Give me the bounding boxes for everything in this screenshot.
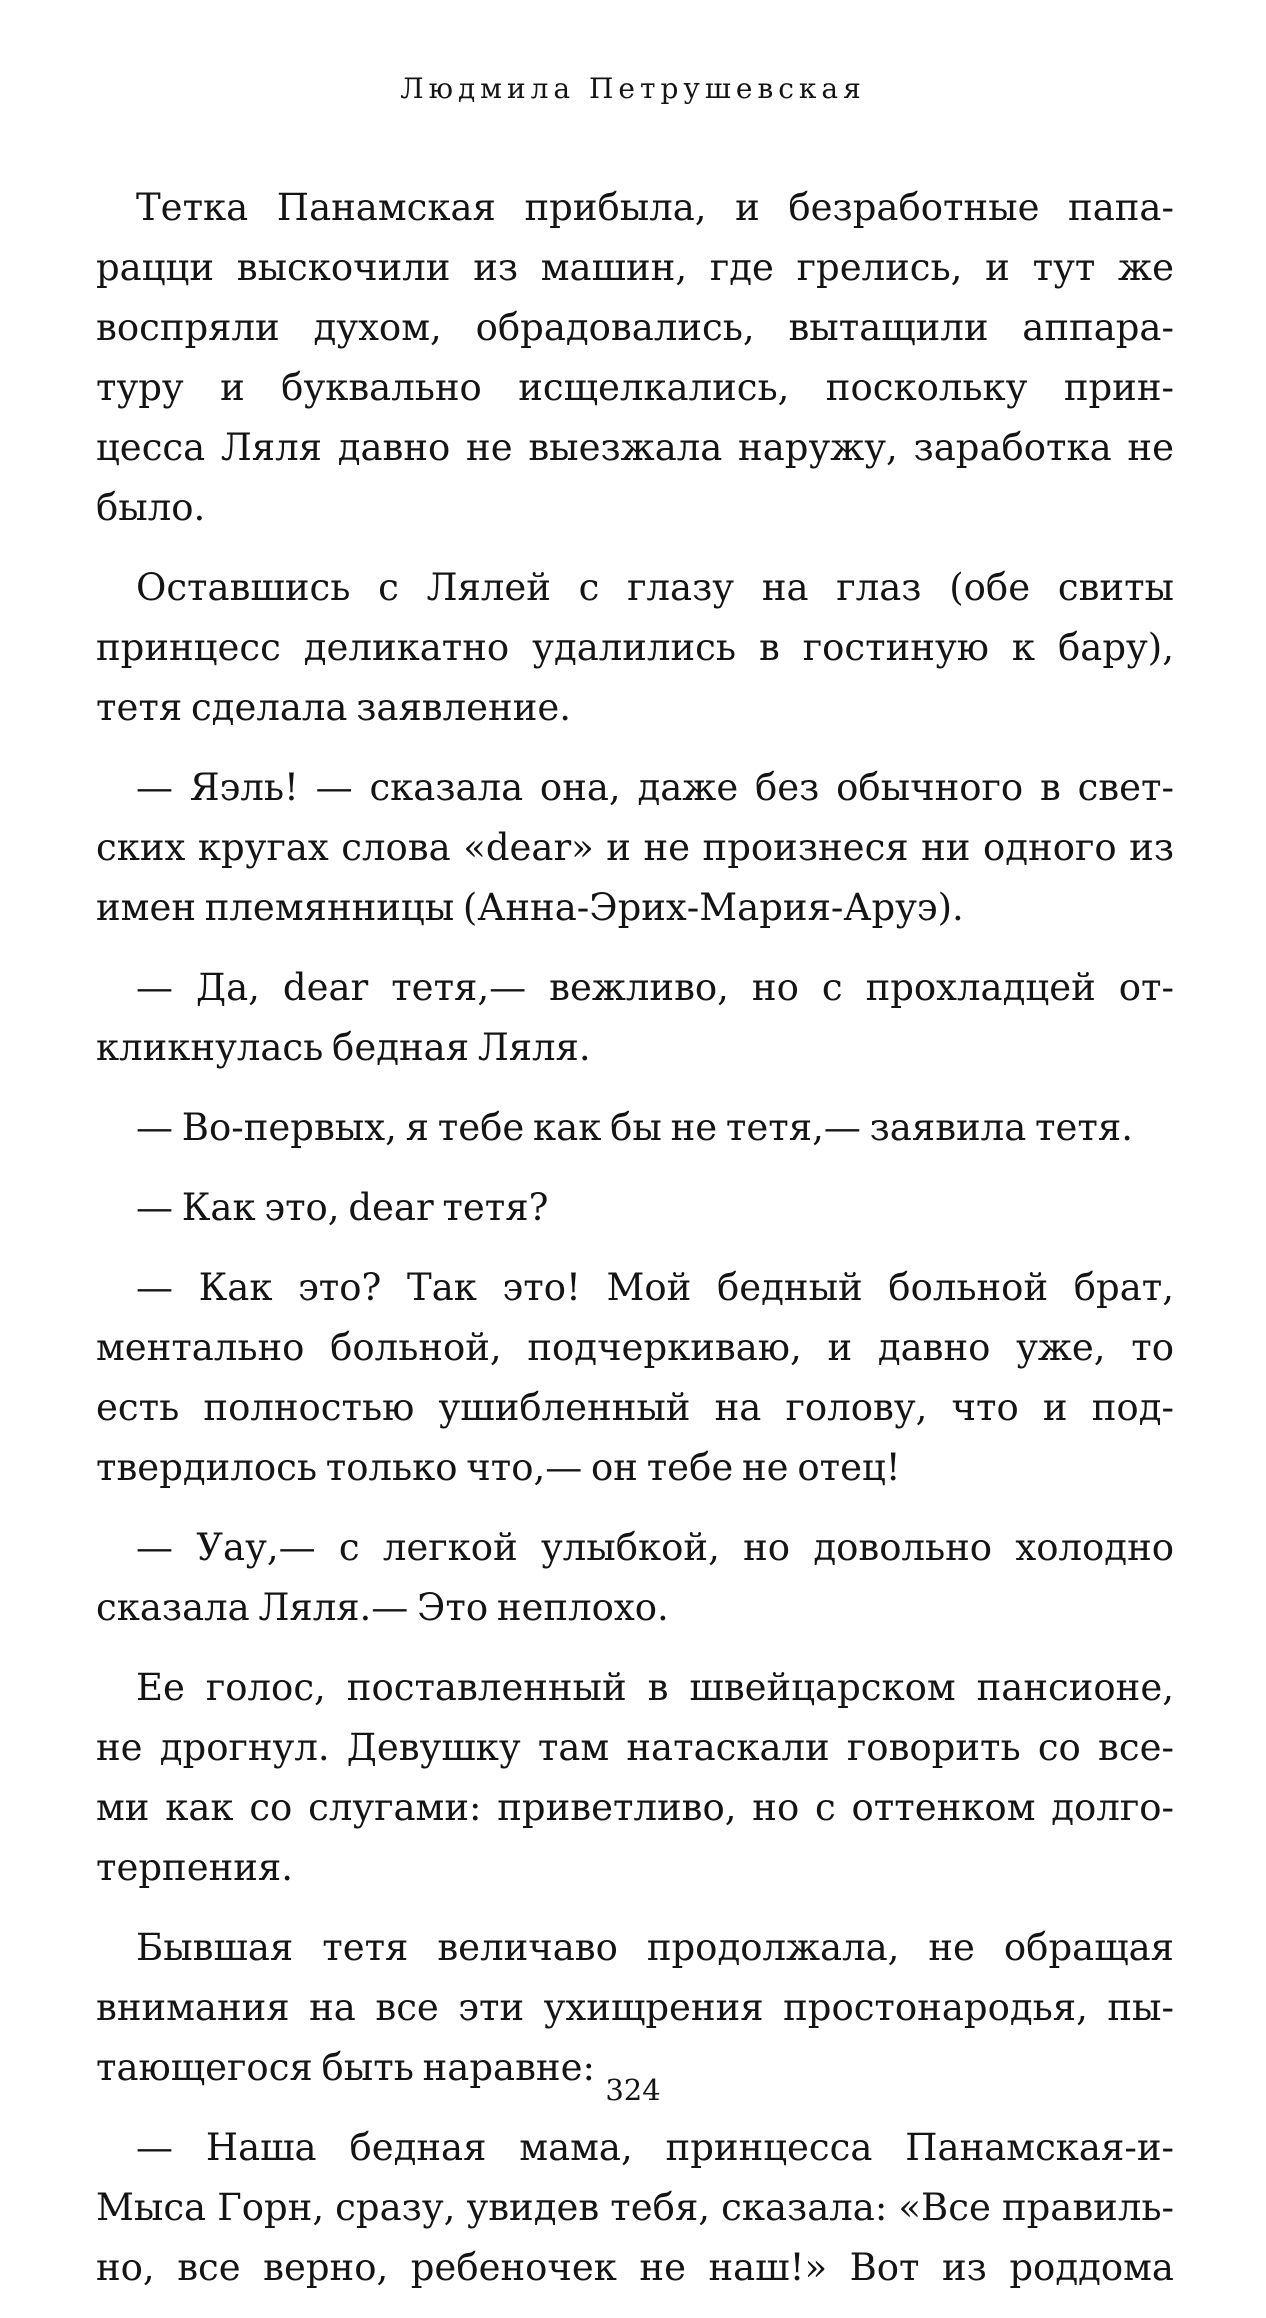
paragraph — [96, 1518, 1174, 1638]
text-line: — Как это, dear тетя? — [136, 1186, 549, 1229]
paragraph — [96, 1178, 1174, 1238]
text-line: — Уау,— с легкой улыбкой, но довольно холодно — [136, 1526, 1174, 1569]
text-line: сказала Ляля.— Это неплохо. — [96, 1586, 669, 1629]
text-line: терпения. — [96, 1846, 294, 1889]
paragraph — [96, 758, 1174, 938]
running-head: Людмила Петрушевская — [400, 72, 866, 105]
text-line: цесса Ляля давно не выезжала наружу, заработка не — [96, 426, 1174, 469]
text-line: Ее голос, поставленный в швейцарском пансионе, — [136, 1666, 1174, 1709]
text-line: имен племянницы (Анна-Эрих-Мария-Аруэ). — [96, 886, 964, 929]
text-line: — Наша бедная мама, принцесса Панамская-и- — [136, 2126, 1174, 2169]
paragraph — [96, 558, 1174, 738]
text-line: тетя сделала заявление. — [96, 686, 572, 729]
paragraph — [96, 1098, 1174, 1158]
text-line: — Во-первых, я тебе как бы не тетя,— заявила тетя. — [136, 1106, 1133, 1149]
page-number: 324 — [605, 2073, 661, 2107]
text-line: принцесс деликатно удалились в гостиную к бару), — [96, 626, 1174, 669]
text-line: Тетка Панамская прибыла, и безработные папа- — [136, 186, 1174, 229]
paragraph — [96, 1258, 1174, 1498]
text-line: ских кругах слова «dear» и не произнеся ни одного из — [96, 826, 1174, 869]
text-line: есть полностью ушибленный на голову, что и под- — [96, 1386, 1174, 1429]
text-line: — Яэль! — сказала она, даже без обычного в свет- — [136, 766, 1174, 809]
text-line: но, все верно, ребеночек не наш!» Вот из роддома — [96, 2246, 1174, 2289]
text-line: — Да, dear тетя,— вежливо, но с прохладцей от- — [136, 966, 1174, 1009]
text-line: ментально больной, подчеркиваю, и давно уже, то — [96, 1326, 1174, 1369]
text-line: Оставшись с Лялей с глазу на глаз (обе свиты — [136, 566, 1174, 609]
text-line: Бывшая тетя величаво продолжала, не обращая — [136, 1926, 1174, 1969]
text-line: было. — [96, 486, 206, 529]
text-line: воспряли духом, обрадовались, вытащили аппара- — [96, 306, 1174, 349]
text-line: ми как со слугами: приветливо, но с оттенком долго- — [96, 1786, 1174, 1829]
paragraph — [96, 178, 1174, 538]
text-line: — Как это? Так это! Мой бедный больной брат, — [136, 1266, 1174, 1309]
paragraph — [96, 1658, 1174, 1898]
paragraph — [96, 1918, 1174, 2098]
text-line: не дрогнул. Девушку там натаскали говорить со все- — [96, 1726, 1174, 1769]
body-text — [96, 178, 1174, 2318]
text-line: рацци выскочили из машин, где грелись, и тут же — [96, 246, 1174, 289]
text-line: твердилось только что,— он тебе не отец! — [96, 1446, 901, 1489]
text-line: кликнулась бедная Ляля. — [96, 1026, 591, 1069]
text-line: Мыса Горн, сразу, увидев тебя, сказала: «Все правиль- — [96, 2186, 1174, 2229]
text-line: внимания на все эти ухищрения простонародья, пы- — [96, 1986, 1174, 2029]
paragraph — [96, 958, 1174, 1078]
text-line: тающегося быть наравне: — [96, 2046, 595, 2089]
text-line: туру и буквально исщелкались, поскольку прин- — [96, 366, 1174, 409]
paragraph — [96, 2118, 1174, 2298]
